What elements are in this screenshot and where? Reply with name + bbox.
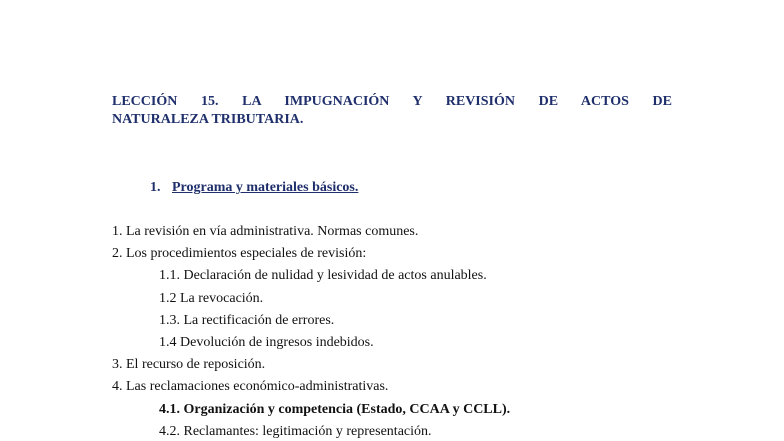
lesson-title-line-2: NATURALEZA TRIBUTARIA.: [112, 112, 304, 127]
section-number: 1.: [150, 180, 161, 195]
list-item: 2. Los procedimientos especiales de revisión:: [112, 246, 367, 262]
list-item: 1.1. Declaración de nulidad y lesividad de actos anulables.: [159, 268, 487, 284]
list-item: 1.4 Devolución de ingresos indebidos.: [159, 335, 374, 350]
section-title: Programa y materiales básicos.: [172, 180, 359, 195]
list-item: 1.3. La rectificación de errores.: [159, 312, 335, 328]
list-item: 4.1. Organización y competencia (Estado, CCAA y CCLL).: [159, 401, 511, 417]
lesson-title: [112, 93, 672, 129]
list-item: 4.2. Reclamantes: legitimación y representación.: [159, 423, 432, 439]
lesson-title-line-1: LECCIÓN 15. LA IMPUGNACIÓN Y REVISIÓN DE ACTOS DE: [112, 94, 672, 109]
list-item: 1.2 La revocación.: [159, 290, 264, 306]
list-item: 1. La revisión en vía administrativa. Normas comunes.: [112, 224, 419, 239]
section-heading: [150, 179, 358, 197]
list-item: 4. Las reclamaciones económico-administrativas.: [112, 379, 389, 395]
list-item: 3. El recurso de reposición.: [112, 357, 266, 373]
